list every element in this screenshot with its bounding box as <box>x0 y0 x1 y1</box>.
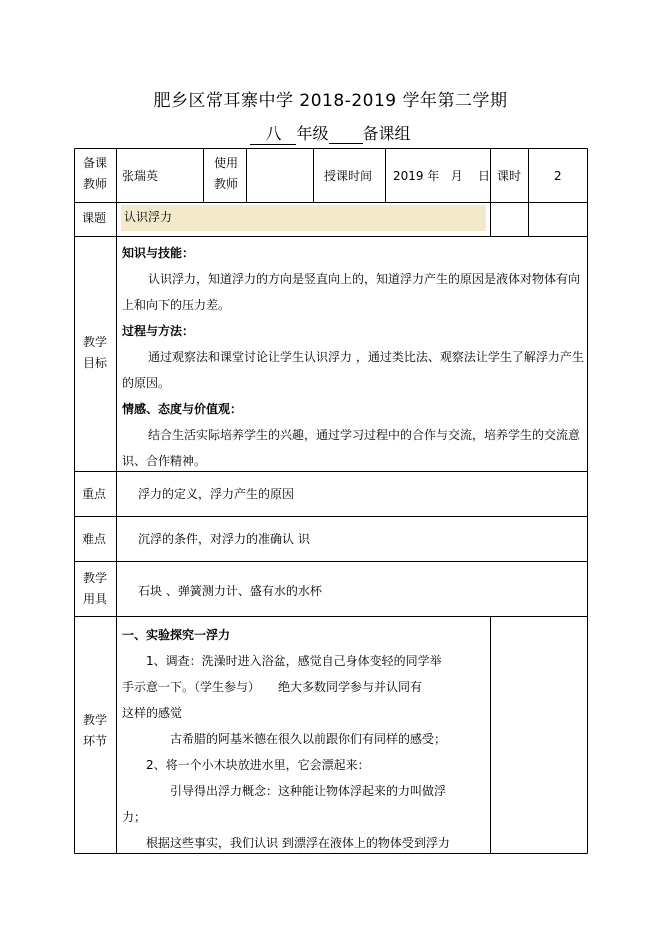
tools-label: 教学 用具 <box>82 571 107 606</box>
goals-label: 教学 目标 <box>82 335 107 370</box>
group-suffix: 备课组 <box>362 124 411 143</box>
process-line: 1、调查：洗澡时进入浴盆，感觉自己身体变轻的同学举 <box>122 654 442 668</box>
topic-highlight <box>121 205 486 231</box>
process-heading: 一、实验探究一浮力 <box>122 628 231 642</box>
time-value: 2019 年 月 日 <box>393 169 491 183</box>
process-label: 教学 环节 <box>82 713 107 748</box>
process-line: 古希腊的阿基米德在很久以前跟你们有同样的感受； <box>122 732 447 746</box>
difficulty-value: 沉浮的条件，对浮力的准确认 识 <box>138 532 310 546</box>
teacher-label: 备课 教师 <box>82 156 107 191</box>
difficulty-label: 难点 <box>82 532 107 546</box>
page-title: 肥乡区常耳寨中学 2018-2019 学年第二学期 <box>153 91 508 111</box>
grade-suffix: 年级 <box>296 124 329 143</box>
topic-value: 认识浮力 <box>124 210 173 224</box>
time-label: 授课时间 <box>324 169 373 183</box>
periods-label: 课时 <box>497 169 522 183</box>
grade-value: 八 <box>250 121 296 145</box>
goal-heading-attitude: 情感、态度与价值观： <box>122 402 243 416</box>
tools-value: 石块 、弹簧测力计、盛有水的水杯 <box>138 584 322 598</box>
goal-text-process: 通过观察法和课堂讨论让学生认识浮力 ，通过类比法、观察法让学生了解浮力产生的原因。 <box>122 350 584 390</box>
periods-value: 2 <box>554 169 562 183</box>
goals-content <box>122 240 588 474</box>
goal-heading-process: 过程与方法： <box>122 324 195 338</box>
group-blank <box>329 124 363 144</box>
teacher-name: 张瑞英 <box>122 169 159 183</box>
goal-heading-knowledge: 知识与技能： <box>122 246 195 260</box>
page-subtitle <box>0 121 661 145</box>
topic-label: 课题 <box>82 211 107 225</box>
process-line: 引导得出浮力概念：这种能让物体浮起来的力叫做浮 <box>122 784 447 798</box>
user-teacher-label: 使用 教师 <box>213 156 238 191</box>
process-content <box>122 622 488 856</box>
key-point-value: 浮力的定义，浮力产生的原因 <box>138 487 295 501</box>
process-line: 这样的感觉 <box>122 706 183 720</box>
goal-text-attitude: 结合生活实际培养学生的兴趣，通过学习过程中的合作与交流，培养学生的交流意识、合作精神。 <box>122 428 581 468</box>
process-line: 力； <box>122 810 147 824</box>
key-point-label: 重点 <box>82 487 107 501</box>
process-line: 手示意一下。（学生参与） 绝大多数同学参与并认同有 <box>122 680 423 694</box>
goal-text-knowledge: 认识浮力，知道浮力的方向是竖直向上的，知道浮力产生的原因是液体对物体有向上和向下的压力差。 <box>122 272 581 312</box>
process-line: 2、将一个小木块放进水里，它会漂起来： <box>122 758 370 772</box>
process-line: 根据这些事实，我们认识 到漂浮在液体上的物体受到浮力 <box>122 836 450 850</box>
